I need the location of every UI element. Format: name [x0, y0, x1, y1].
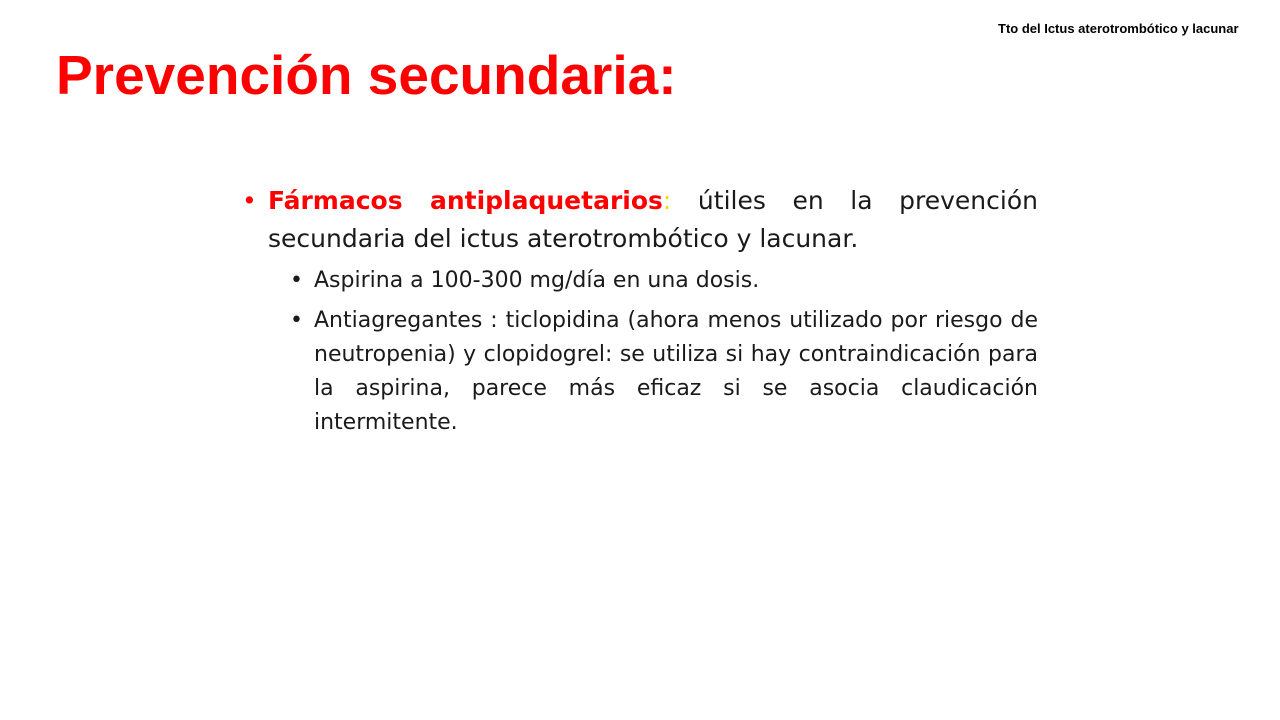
sub-bullet-dot-icon: • [290, 308, 303, 333]
sub-bullet-text: Aspirina a 100-300 mg/día en una dosis. [314, 268, 760, 293]
sub-bullet-antiaggregants [240, 304, 1038, 440]
slide-content [240, 182, 1038, 440]
header-note: Tto del Ictus aterotrombótico y lacunar [998, 21, 1239, 36]
sub-bullet-list [240, 264, 1038, 440]
sub-bullet-aspirin [240, 264, 1038, 298]
sub-bullet-dot-icon: • [290, 268, 303, 293]
bullet-antiplatelet-drugs [240, 182, 1038, 258]
sub-bullet-text: Antiagregantes : ticlopidina (ahora menos utilizado por riesgo de neutropenia) y clopidogrel: se utiliza si hay contraindicación para la aspirina, parece más eficaz si se asocia claudicación intermitente. [314, 308, 1038, 435]
bullet-dot-icon: • [242, 186, 257, 215]
bullet-text: útiles en la prevención secundaria del ictus aterotrombótico y lacunar. [268, 186, 1038, 253]
bullet-colon: : [662, 186, 672, 215]
slide-title: Prevención secundaria: [56, 44, 677, 106]
bullet-label: Fármacos antiplaquetarios [268, 186, 663, 215]
